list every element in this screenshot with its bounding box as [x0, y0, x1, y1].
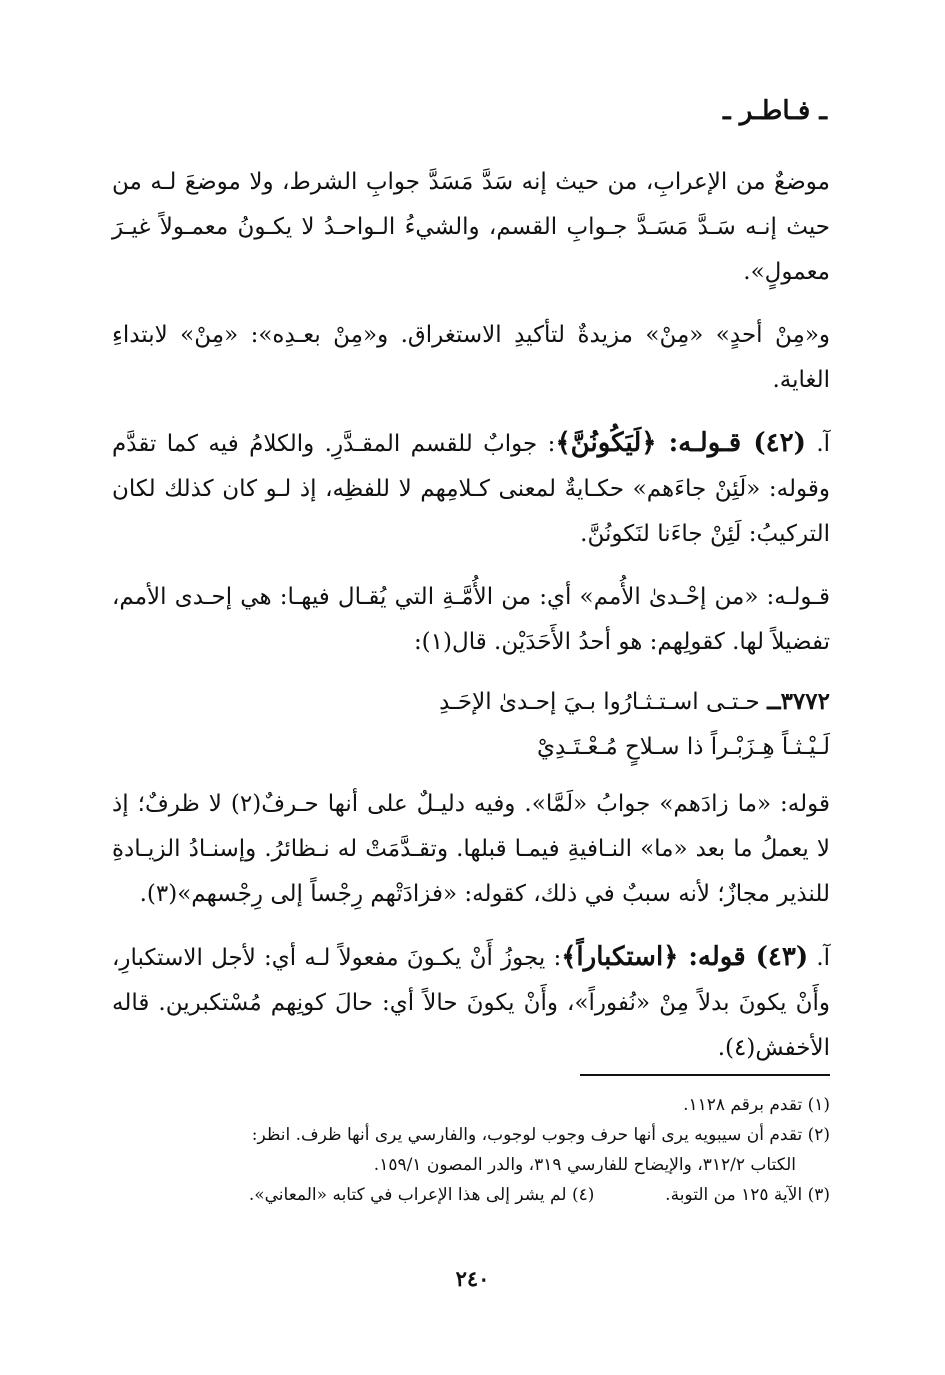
poetry-number: ٣٧٧٢ــ: [767, 688, 830, 715]
verse-ref-marker: آ.: [816, 431, 831, 457]
verse-42-text: : جوابٌ للقسم المقـدَّرِ. والكلامُ فيه كما تقدَّم وقوله: «لَئِنْ جاءَهم» حكـايةٌ لمعنى كـلامِهم لا للفظِه، إذ لـو كان كذلك لكان التركيبُ: لَئِنْ جاءَنا لنَكونُنَّ.: [112, 431, 830, 547]
footnote-3-4-line: [112, 1180, 830, 1210]
verse-43-text: : يجوزُ أَنْ يكـونَ مفعولاً لـه أي: لأجل الاستكبارِ، وأَنْ يكونَ بدلاً مِنْ «نُفوراً»، وأَنْ يكونَ حالاً أي: حالَ كونِهم مُسْتكبرين. قاله الأخفش(٤).: [112, 945, 830, 1061]
main-text: [112, 160, 830, 1089]
footnote-1: (١) تقدم برقم ١١٢٨.: [683, 1095, 830, 1115]
footnote-3: (٣) الآية ١٢٥ من التوبة.: [665, 1185, 830, 1205]
paragraph-1: موضعٌ من الإعرابِ، من حيث إنه سَدَّ مَسَدَّ جوابِ الشرط، ولا موضعَ لـه من حيث إنـه سَـدَّ مَسَـدَّ جـوابِ القسم، والشيءُ الـواحـدُ لا يكـونُ معمـولاً غيـرَ معمولٍ».: [112, 169, 830, 285]
paragraph-verse-43: [112, 935, 830, 1071]
paragraph-2: و«مِنْ أحدٍ» «مِنْ» مزيدةٌ لتأكيدِ الاستغراق. و«مِنْ بعـدِه»: «مِنْ» لابتداءِ الغاية.: [112, 322, 830, 393]
footnotes: [112, 1074, 830, 1210]
footnote-2-line-1: (٢) تقدم أن سيبويه يرى أنها حرف وجوب لوجوب، والفارسي يرى أنها ظرف. انظر:: [251, 1125, 830, 1145]
footnote-2-line-2: الكتاب ٣١٢/٢، والإيضاح للفارسي ٣١٩، والدر المصون ١٥٩/١.: [373, 1155, 796, 1175]
footnote-4: (٤) لم يشر إلى هذا الإعراب في كتابه «المعاني».: [248, 1185, 595, 1205]
poetry-hemistich-2: لَـيْـثـاً هِـزَبْـراً ذا سـلاحٍ مُـعْـتَـدِيْ: [537, 734, 830, 760]
poetry-hemistich-1: حـتـى اسـتـثـارُوا بـيَ إحـدىٰ الإحَـدِ: [439, 689, 760, 715]
paragraph-5: قوله: «ما زادَهم» جوابُ «لَمَّا». وفيه دليـلٌ على أنها حـرفٌ(٢) لا ظرفٌ؛ إذ لا يعملُ ما بعد «ما» النـافيةِ فيمـا قبلها. وتقـدَّمَتْ له نـظائرُ. وإسنـادُ الزيـادةِ للنذير مجازٌ؛ لأنه سببٌ في ذلك، كقوله: «فزادَتْهم رِجْساً إلى رِجْسهم»(٣).: [112, 791, 830, 907]
page-number: ٢٤٠: [455, 1266, 490, 1291]
running-header: ـ فـاطـر ـ: [723, 96, 827, 126]
poetry-line-1: [112, 679, 830, 725]
paragraph-verse-42: [112, 421, 830, 557]
verse-43-label: (٤٣) قوله: ﴿استكباراً﴾: [561, 942, 809, 972]
verse-ref-marker-2: آ.: [816, 945, 831, 971]
verse-42-label: (٤٢) قـولـه: ﴿لَيَكُونُنَّ﴾: [555, 428, 806, 458]
poetry-verse: [112, 679, 830, 770]
footnote-divider: [580, 1074, 830, 1076]
paragraph-4: قـولـه: «من إحْـدىٰ الأُمم» أي: من الأُمَّـةِ التي يُقـال فيهـا: هي إحـدى الأمم، تفضيلاً لها. كقولِهم: هو أحدُ الأَحَدَيْن. قال(١):: [112, 584, 830, 655]
